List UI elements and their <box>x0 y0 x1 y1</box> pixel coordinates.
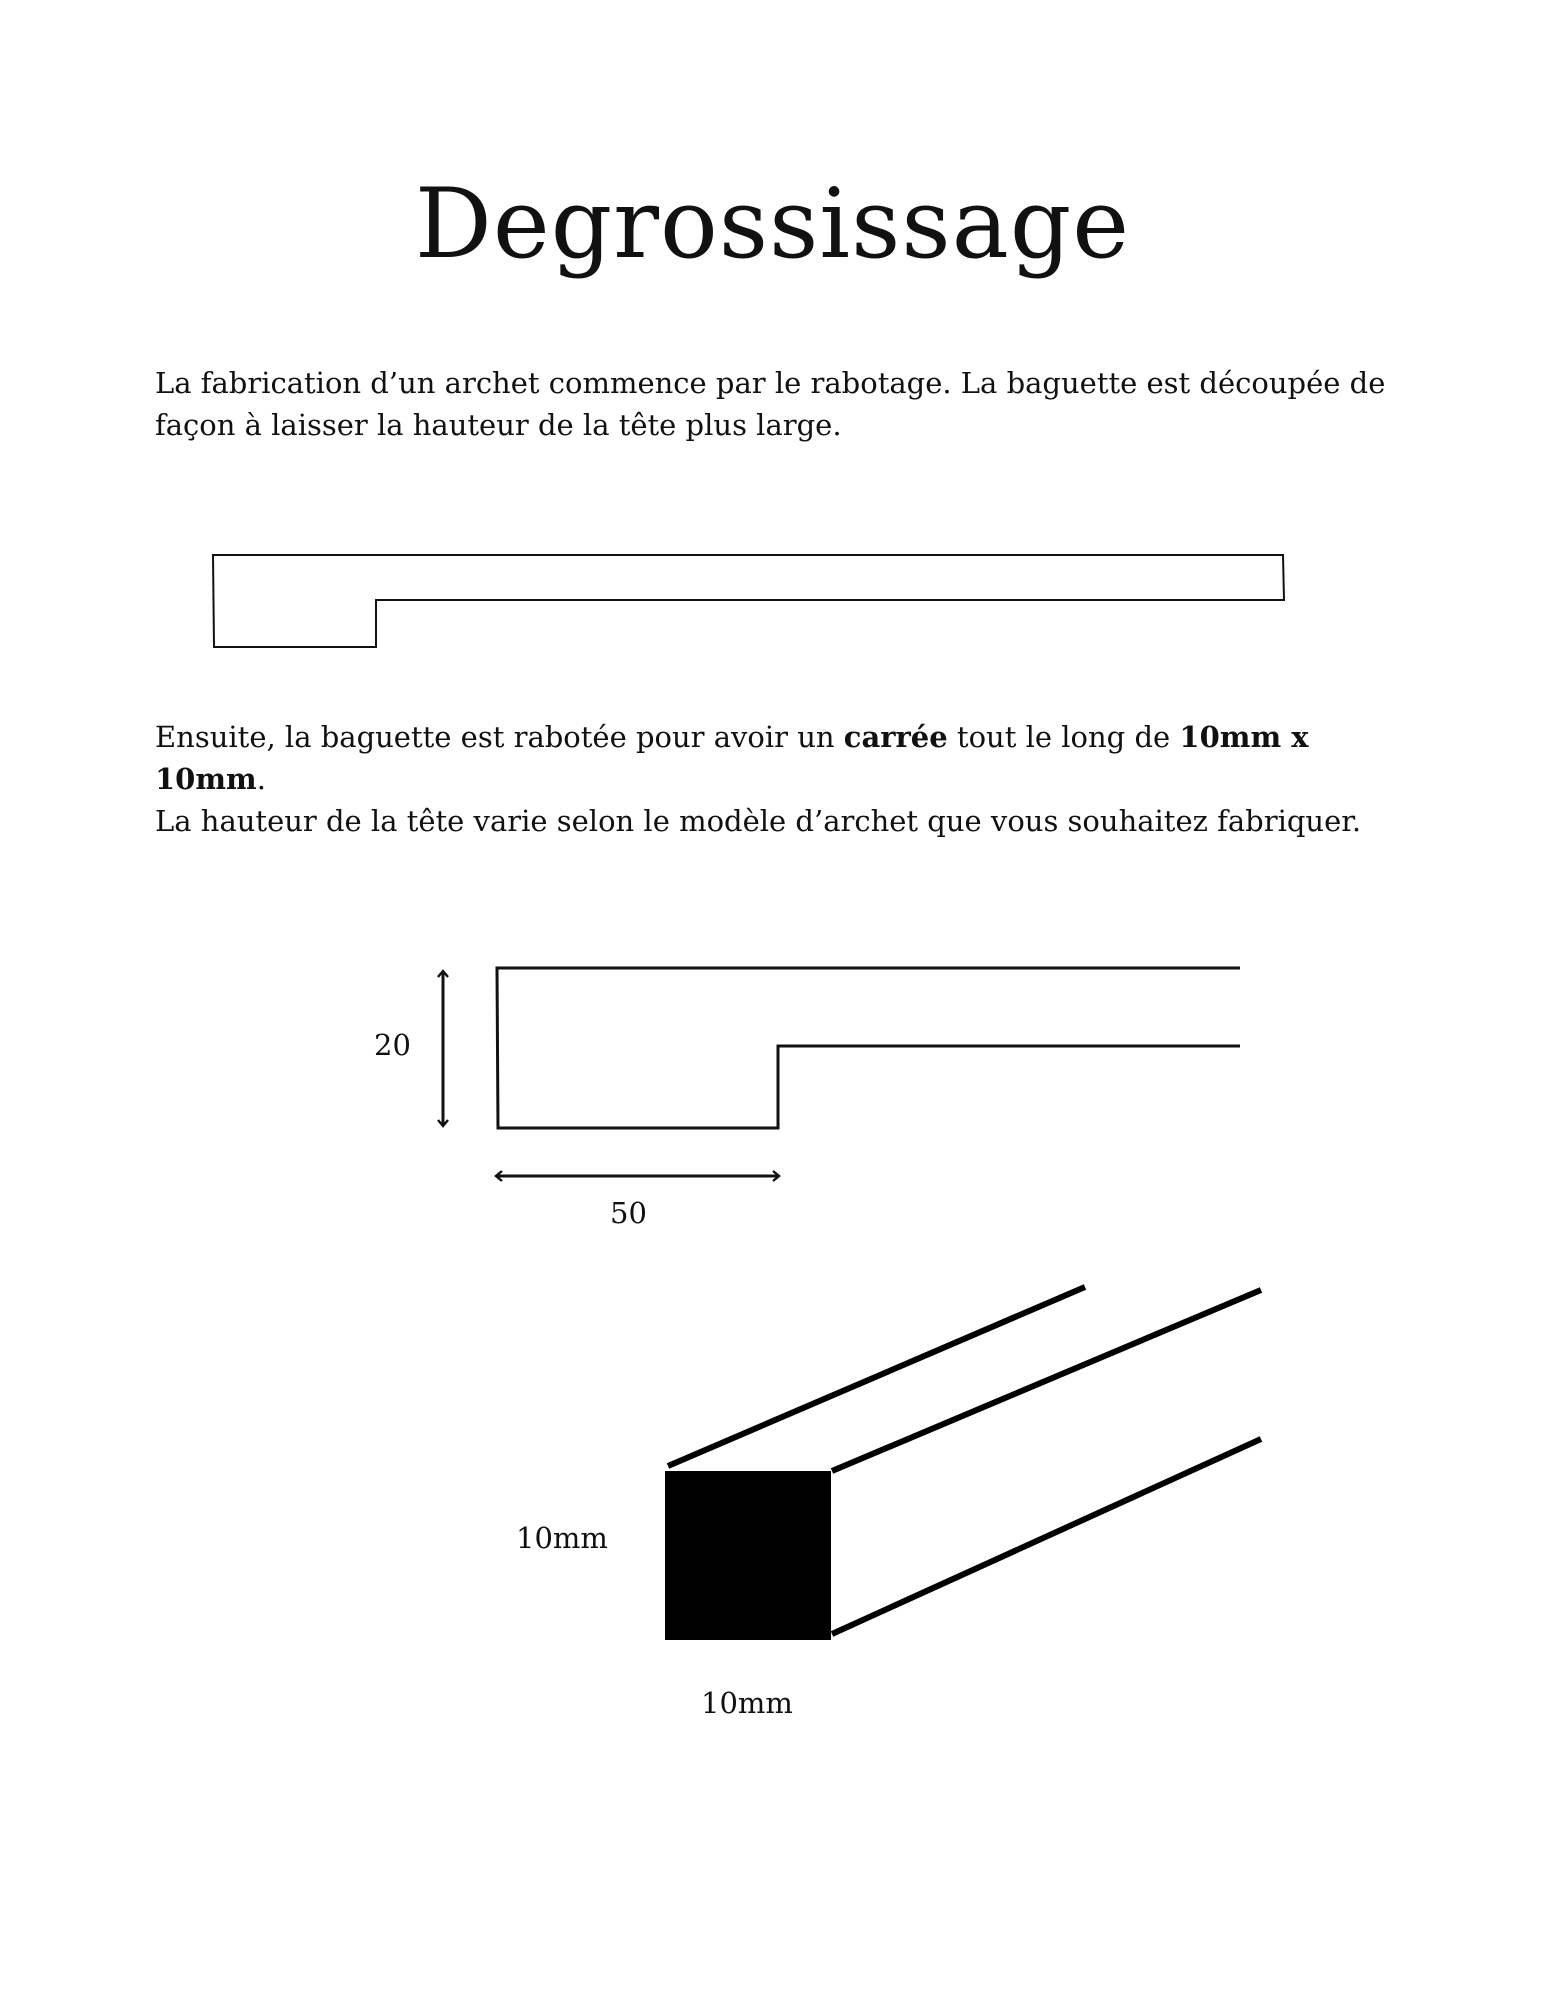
page-title: Degrossissage <box>414 168 1131 280</box>
stick-outline-diagram <box>213 555 1284 647</box>
bold-carree: carrée <box>843 720 948 754</box>
edge-top-right <box>832 1290 1261 1471</box>
square-width-label: 10mm <box>701 1686 793 1720</box>
head-dimension-diagram <box>443 968 1240 1176</box>
square-stick-diagram <box>665 1287 1261 1640</box>
intro-paragraph: La fabrication d’un archet commence par le rabotage. La baguette est découpée de façon à laisser la hauteur de la tête plus large. <box>155 366 1386 442</box>
head-profile <box>497 968 1240 1128</box>
edge-top-left <box>668 1287 1085 1466</box>
second-paragraph-line2: La hauteur de la tête varie selon le modèle d’archet que vous souhaitez fabriquer. <box>155 804 1362 838</box>
stick-outline <box>213 555 1284 647</box>
square-cross-section <box>665 1471 831 1640</box>
square-height-label: 10mm <box>516 1521 608 1555</box>
second-paragraph-part2: tout le long de <box>947 720 1180 754</box>
second-paragraph-part3: . <box>256 762 266 796</box>
second-paragraph-part1: Ensuite, la baguette est rabotée pour avoir un <box>155 720 844 754</box>
height-label-20: 20 <box>374 1028 411 1062</box>
bold-dimension: 10mm x 10mm <box>155 720 1309 796</box>
length-label-50: 50 <box>610 1196 647 1230</box>
edge-bottom-right <box>832 1439 1261 1634</box>
